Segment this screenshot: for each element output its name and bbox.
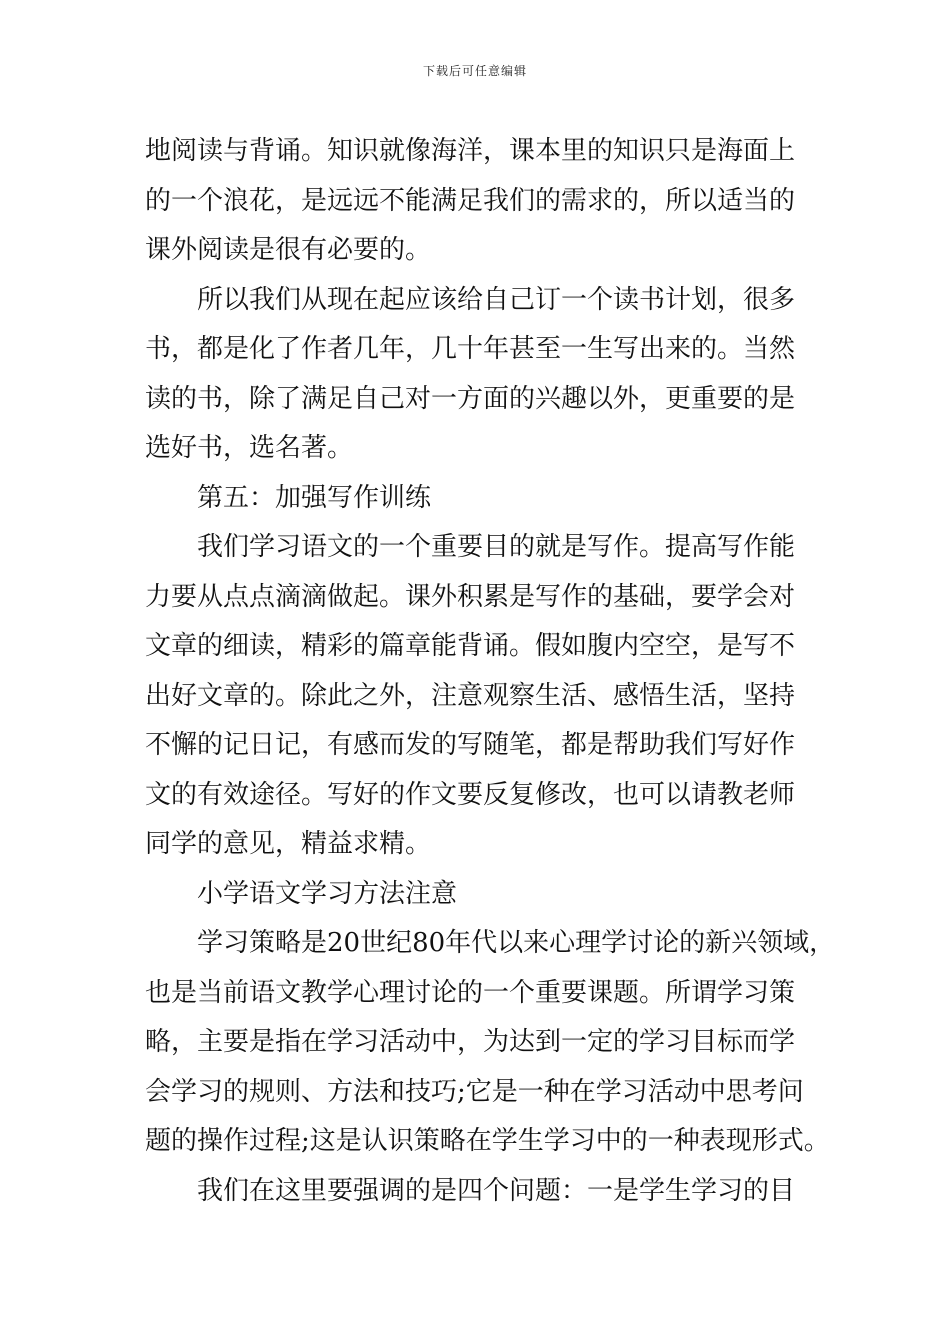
text-line: 书，都是化了作者几年，几十年甚至一生写出来的。当然 (145, 334, 796, 364)
text-line: 会学习的规则、方法和技巧;它是一种在学习活动中思考问 (145, 1076, 804, 1107)
text-line: 地阅读与背诵。知识就像海洋，课本里的知识只是海面上 (145, 136, 796, 166)
text-line: 我们在这里要强调的是四个问题：一是学生学习的目 (197, 1175, 796, 1206)
text-line: 题的操作过程;这是认识策略在学生学习中的一种表现形式。 (145, 1126, 830, 1156)
text-line: 的一个浪花，是远远不能满足我们的需求的，所以适当的 (145, 185, 796, 216)
section-heading: 第五：加强写作训练 (197, 482, 432, 513)
text-line: 课外阅读是很有必要的。 (145, 235, 432, 265)
document-body (145, 127, 836, 1216)
text-line: 也是当前语文教学心理讨论的一个重要课题。所谓学习策 (145, 977, 796, 1008)
text-line: 力要从点点滴滴做起。课外积累是写作的基础，要学会对 (145, 581, 796, 612)
text-line: 我们学习语文的一个重要目的就是写作。提高写作能 (197, 532, 796, 562)
text-line: 所以我们从现在起应该给自己订一个读书计划，很多 (197, 284, 796, 315)
text-line: 文章的细读，精彩的篇章能背诵。假如腹内空空，是写不 (145, 631, 796, 661)
text-line: 略，主要是指在学习活动中，为达到一定的学习目标而学 (145, 1027, 796, 1057)
text-line: 选好书，选名著。 (145, 433, 354, 463)
section-heading: 小学语文学习方法注意 (197, 878, 458, 909)
text-line: 出好文章的。除此之外，注意观察生活、感悟生活，坚持 (145, 680, 796, 711)
text-line: 学习策略是20世纪80年代以来心理学讨论的新兴领域， (197, 928, 836, 958)
text-line: 读的书，除了满足自己对一方面的兴趣以外，更重要的是 (145, 383, 796, 414)
text-line: 不懈的记日记，有感而发的写随笔，都是帮助我们写好作 (145, 730, 796, 760)
text-line: 同学的意见，精益求精。 (145, 829, 432, 859)
page-header: 下载后可任意编辑 (422, 64, 527, 78)
text-line: 文的有效途径。写好的作文要反复修改，也可以请教老师 (145, 779, 796, 810)
